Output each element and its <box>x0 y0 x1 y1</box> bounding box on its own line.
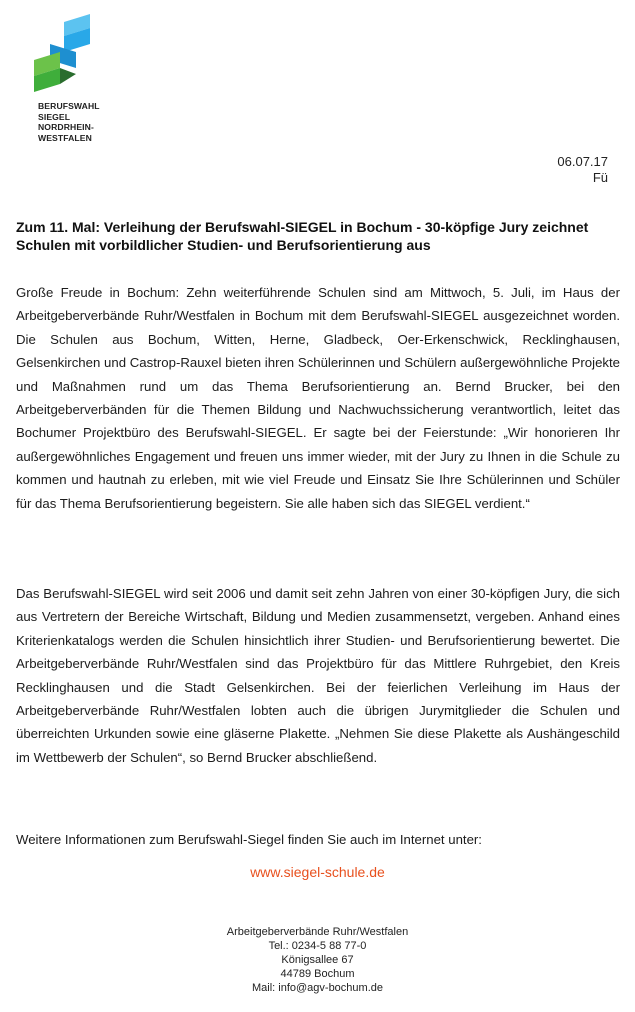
document-meta <box>557 154 608 186</box>
logo-wordmark <box>38 101 100 143</box>
document-date: 06.07.17 <box>557 154 608 169</box>
footer-city: 44789 Bochum <box>280 968 355 980</box>
logo-line: SIEGEL <box>38 111 71 122</box>
press-release-headline: Zum 11. Mal: Verleihung der Berufswahl-SIEGEL in Bochum - 30-köpfige Jury zeichnet Schulen mit vorbildlicher Studien- und Berufsorientierung aus <box>16 219 589 253</box>
body-paragraph-1: Große Freude in Bochum: Zehn weiterführende Schulen sind am Mittwoch, 5. Juli, im Haus der Arbeitgeberverbände Ruhr/Westfalen in Bochum mit dem Berufswahl-SIEGEL ausgezeichnet worden. Die Schulen aus Bochum, Witten, Herne, Gladbeck, Oer-Erkenschwick, Recklinghausen, Gelsenkirchen und Castrop-Rauxel bieten ihren Schülerinnen und Schülern außergewöhnliche Projekte und Maßnahmen rund um das Thema Berufsorientierung an. Bernd Brucker, bei den Arbeitgeberverbänden für die Themen Bildung und Nachwuchssicherung verantwortlich, leitet das Bochumer Projektbüro des Berufswahl-SIEGEL. Er sagte bei der Feierstunde: „Wir honorieren Ihr außergewöhnliches Engagement und freuen uns immer wieder, mit der Jury zu Ihnen in die Schule zu kommen und hautnah zu erleben, mit wie viel Freude und Einsatz Sie Ihre Schülerinnen und Schüler für das Thema Berufsorientierung begeistern. Sie alle haben sich das SIEGEL verdient.“ <box>16 285 620 511</box>
logo-line: NORDRHEIN- <box>38 122 94 133</box>
footer-phone: Tel.: 0234-5 88 77-0 <box>268 940 367 952</box>
berufswahl-siegel-logo-icon <box>30 14 100 100</box>
logo-line: BERUFSWAHL <box>38 101 100 111</box>
body-paragraph-3: Weitere Informationen zum Berufswahl-Siegel finden Sie auch im Internet unter: <box>16 832 482 847</box>
contact-footer <box>0 925 635 995</box>
body-paragraph-2: Das Berufswahl-SIEGEL wird seit 2006 und damit seit zehn Jahren von einer 30-köpfigen Jury, die sich aus Vertretern der Bereiche Wirtschaft, Bildung und Medien zusammensetzt, vergeben. Anhand eines Kriterienkatalogs werden die Schulen hinsichtlich ihrer Studien- und Berufsorientierung bewertet. Die Arbeitgeberverbände Ruhr/Westfalen sind das Projektbüro für das Mittlere Ruhrgebiet, den Kreis Recklinghausen und die Stadt Gelsenkirchen. Bei der feierlichen Verleihung im Haus der Arbeitgeberverbände Ruhr/Westfalen lobten auch die übrigen Jurymitglieder die Schulen und überreichten Urkunden sowie eine gläserne Plakette. „Nehmen Sie diese Plakette als Aushängeschild im Wettbewerb der Schulen“, so Bernd Brucker abschließend. <box>16 586 620 765</box>
footer-mail[interactable]: Mail: info@agv-bochum.de <box>251 982 383 994</box>
website-link[interactable]: www.siegel-schule.de <box>250 864 385 880</box>
footer-street: Königsallee 67 <box>281 954 354 966</box>
footer-organization: Arbeitgeberverbände Ruhr/Westfalen <box>226 926 409 938</box>
author-initials: Fü <box>592 170 608 185</box>
logo-line: WESTFALEN <box>38 132 92 143</box>
